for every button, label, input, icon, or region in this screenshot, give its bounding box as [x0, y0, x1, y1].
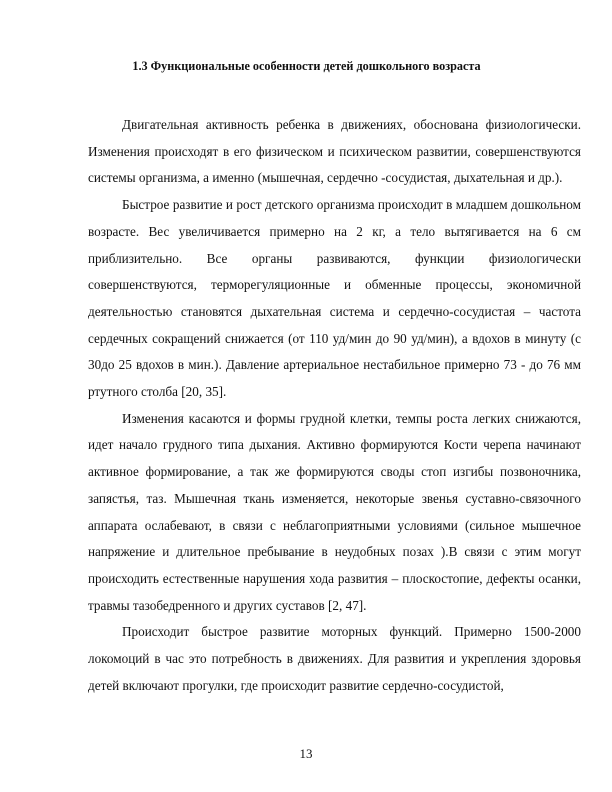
body-text [88, 112, 581, 699]
section-heading: 1.3 Функциональные особенности детей дошкольного возраста [132, 59, 481, 73]
paragraph: Происходит быстрое развитие моторных функций. Примерно 1500-2000 локомоций в час это потребность в движениях. Для развития и укрепления здоровья детей включают прогулки, где происходит развитие сердечно-сосудистой, [88, 624, 581, 693]
paragraph: Быстрое развитие и рост детского организма происходит в младшем дошкольном возрасте. Вес увеличивается примерно на 2 кг, а тело вытягивается на 6 см приблизительно. Все органы развиваются, функции физиологически совершенствуются, терморегуляционные и обменные процессы, экономичной деятельностью становятся дыхательная система и сердечно-сосудистая – частота сердечных сокращений снижается (от 110 уд/мин до 90 уд/мин), а вдохов в минуту (с 30до 25 вдохов в мин.). Давление артериальное нестабильное примерно 73 - до 76 мм ртутного столба [20, 35]. [88, 197, 581, 400]
paragraph: Изменения касаются и формы грудной клетки, темпы роста легких снижаются, идет начало грудного типа дыхания. Активно формируются Кости черепа начинают активное формирование, а так же формируются своды стоп изгибы позвоночника, запястья, таз. Мышечная ткань изменяется, некоторые звенья суставно-связочного аппарата ослабевают, в связи с неблагоприятными условиями (сильное мышечное напряжение и длительное пребывание в неудобных позах ).В связи с этим могут происходить естественные нарушения хода развития – плоскостопие, дефекты осанки, травмы тазобедренного и других суставов [2, 47]. [88, 410, 581, 613]
paragraph: Двигательная активность ребенка в движениях, обоснована физиологически. Изменения происходят в его физическом и психическом развитии, совершенствуются системы организма, а именно (мышечная, сердечно -сосудистая, дыхательная и др.). [88, 117, 581, 186]
page-number: 13 [299, 746, 313, 761]
